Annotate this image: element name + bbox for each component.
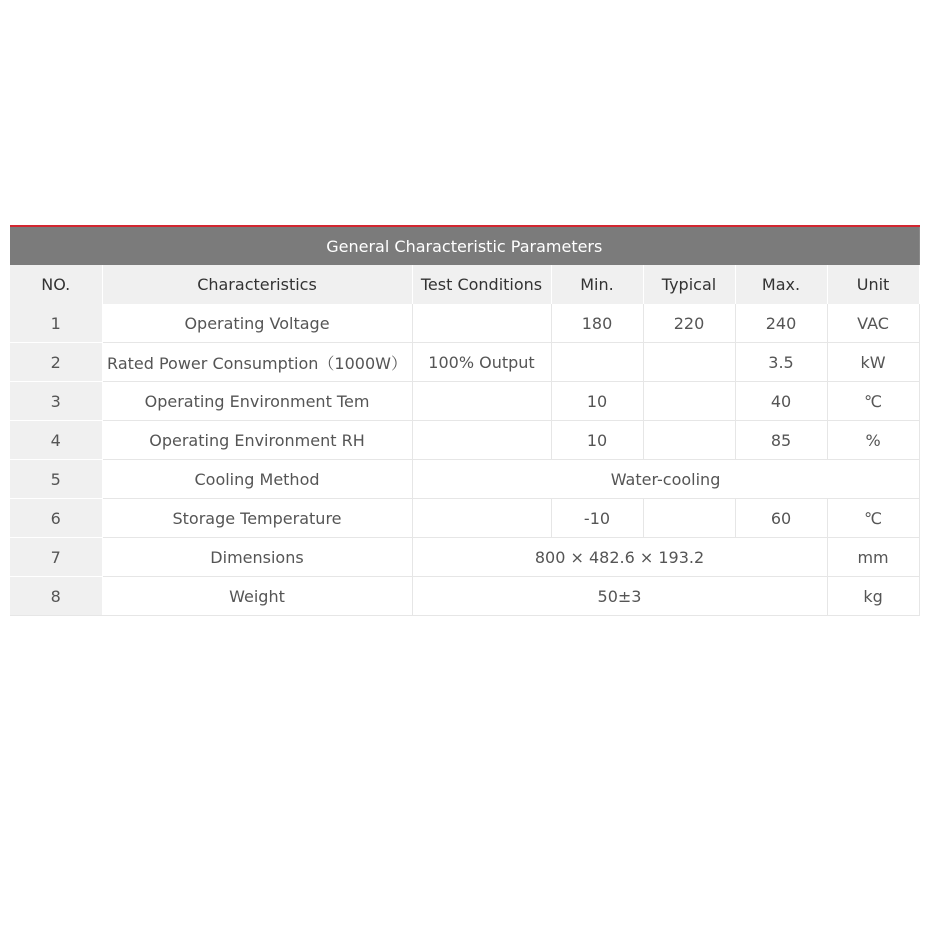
header-max: Max.: [735, 265, 827, 304]
row-number: 8: [10, 577, 102, 616]
table-row: [10, 343, 919, 382]
unit-cell: mm: [827, 538, 919, 577]
min-cell: 180: [551, 304, 643, 343]
table-title-row: [10, 226, 919, 265]
row-number: 6: [10, 499, 102, 538]
typical-cell: [643, 382, 735, 421]
characteristic-cell: Weight: [102, 577, 412, 616]
min-cell: [551, 343, 643, 382]
test-conditions-cell: [412, 499, 551, 538]
row-number: 7: [10, 538, 102, 577]
row-number: 1: [10, 304, 102, 343]
test-conditions-cell: [412, 304, 551, 343]
merged-value-cell: Water-cooling: [412, 460, 919, 499]
typical-cell: [643, 343, 735, 382]
characteristic-cell: Cooling Method: [102, 460, 412, 499]
test-conditions-cell: [412, 421, 551, 460]
header-unit: Unit: [827, 265, 919, 304]
unit-cell: kW: [827, 343, 919, 382]
max-cell: 60: [735, 499, 827, 538]
min-cell: -10: [551, 499, 643, 538]
characteristic-cell: Operating Environment Tem: [102, 382, 412, 421]
table-row: [10, 421, 919, 460]
header-typical: Typical: [643, 265, 735, 304]
table-row: [10, 382, 919, 421]
unit-cell: VAC: [827, 304, 919, 343]
table-row: [10, 538, 919, 577]
row-number: 2: [10, 343, 102, 382]
characteristic-cell: Storage Temperature: [102, 499, 412, 538]
test-conditions-cell: 100% Output: [412, 343, 551, 382]
merged-value-cell: 800 × 482.6 × 193.2: [412, 538, 827, 577]
table-row: [10, 460, 919, 499]
table-row: [10, 499, 919, 538]
header-no: NO.: [10, 265, 102, 304]
unit-cell: ℃: [827, 499, 919, 538]
max-cell: 3.5: [735, 343, 827, 382]
row-number: 3: [10, 382, 102, 421]
table-row: [10, 577, 919, 616]
characteristic-cell: Rated Power Consumption（1000W）: [102, 343, 412, 382]
min-cell: 10: [551, 421, 643, 460]
typical-cell: [643, 421, 735, 460]
test-conditions-cell: [412, 382, 551, 421]
characteristic-cell: Dimensions: [102, 538, 412, 577]
max-cell: 240: [735, 304, 827, 343]
characteristic-cell: Operating Environment RH: [102, 421, 412, 460]
header-min: Min.: [551, 265, 643, 304]
table-header-row: [10, 265, 919, 304]
header-test-conditions: Test Conditions: [412, 265, 551, 304]
characteristic-cell: Operating Voltage: [102, 304, 412, 343]
max-cell: 40: [735, 382, 827, 421]
header-characteristics: Characteristics: [102, 265, 412, 304]
table-title-text: General Characteristic Parameters: [326, 236, 603, 256]
row-number: 4: [10, 421, 102, 460]
table-title: [10, 226, 919, 265]
min-cell: 10: [551, 382, 643, 421]
unit-cell: kg: [827, 577, 919, 616]
typical-cell: [643, 499, 735, 538]
merged-value-cell: 50±3: [412, 577, 827, 616]
unit-cell: %: [827, 421, 919, 460]
spec-table: [10, 225, 920, 616]
table-row: [10, 304, 919, 343]
typical-cell: 220: [643, 304, 735, 343]
row-number: 5: [10, 460, 102, 499]
max-cell: 85: [735, 421, 827, 460]
unit-cell: ℃: [827, 382, 919, 421]
